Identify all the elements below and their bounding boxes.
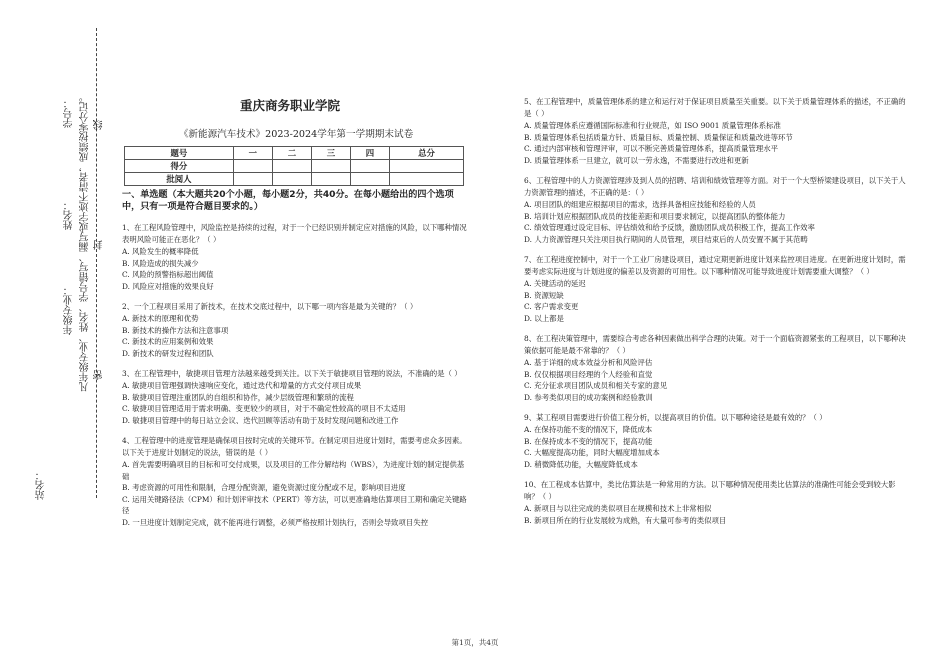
question-stem: 2、一个工程项目采用了新技术，在技术交底过程中，以下哪一项内容是最为关键的？（ ）: [122, 302, 418, 311]
right-column: [524, 96, 909, 526]
question-option: B. 新技术的操作方法和注意事项: [122, 325, 229, 335]
question: [524, 254, 909, 324]
question-stem: 4、工程管理中的进度管理是确保项目按时完成的关键环节。在制定项目进度计划时，需要考虑众多因素。以下关于进度计划制定的说法，错误的是（ ）: [122, 436, 467, 457]
cut-mark-secret: 密: [94, 370, 105, 380]
question-stem: 3、在工程管理中，敏捷项目管理方法越来越受到关注。以下关于敏捷项目管理的说法，不准确的是（ ）: [122, 369, 462, 378]
question-option: A. 质量管理体系应遵循国际标准和行业规范，如 ISO 9001 质量管理体系标准: [524, 121, 781, 130]
question-option: B. 敏捷项目管理注重团队的自组织和协作，减少层级管理和繁琐的流程: [122, 392, 354, 402]
question-option: A. 风险发生的概率降低: [122, 247, 199, 256]
question-option: C. 绩效管理通过设定目标、评估绩效和给予反馈，激励团队成员积极工作，提高工作效率: [524, 223, 815, 232]
cut-mark-seal: 封: [94, 240, 105, 250]
question: [122, 368, 470, 426]
score-cell: [390, 160, 464, 173]
question-option: C. 大幅度提高功能，同时大幅度增加成本: [524, 448, 660, 457]
question-option: C. 客户需求变更: [524, 302, 579, 311]
question-option: D. 稍微降低功能，大幅度降低成本: [524, 459, 638, 469]
question-option: B. 考虑资源的可用性和限制，合理分配资源，避免资源过度分配或不足，影响项目进度: [122, 483, 406, 492]
score-cell: [233, 160, 272, 173]
question-option: C. 新技术的应用案例和效果: [122, 337, 214, 346]
score-header-cell: 三: [311, 147, 350, 160]
question-option: B. 风险造成的损失减少: [122, 258, 199, 268]
question-stem: 6、工程管理中的人力资源管理涉及到人员的招聘、培训和绩效管理等方面。对于一个大型桥梁建设项目，以下关于人力资源管理的描述，不正确的是：（ ）: [524, 176, 906, 197]
question-stem: 8、在工程决策管理中，需要综合考虑各种因素做出科学合理的决策。对于一个面临资源紧张的工程项目，以下哪种决策依据可能是最不常靠的？（ ）: [524, 334, 906, 355]
score-cell: [311, 160, 350, 173]
question-option: D. 一旦进度计划制定完成，就不能再进行调整，必须严格按照计划执行，否则会导致项目失控: [122, 517, 428, 527]
score-cell: [390, 173, 464, 186]
score-table-header-row: [125, 147, 464, 160]
score-table: [124, 146, 464, 186]
question-option: A. 在保持功能不变的情况下，降低成本: [524, 425, 653, 434]
question-stem: 1、在工程风险管理中，风险监控是持续的过程，对于一个已经识别并制定应对措施的风险，以下哪种情况表明风险可能正在恶化？（ ）: [122, 223, 467, 244]
question: [122, 222, 470, 292]
section-heading: 一、单选题（本大题共20个小题，每小题2分，共40分。在每小题给出的四个选项中，只有一项是符合题目要求的。）: [122, 190, 454, 212]
question-option: B. 培训计划应根据团队成员的技能差距和项目要求制定，以提高团队的整体能力: [524, 211, 786, 221]
score-header-cell: 二: [272, 147, 311, 160]
score-header-cell: 总分: [390, 147, 464, 160]
class-label: 年级专业：: [64, 285, 75, 335]
left-column: [122, 96, 470, 528]
question-option: D. 人力资源管理只关注项目执行期间的人员管理，项目结束后的人员安置不属于其范畴: [524, 234, 808, 244]
binding-margin: [0, 0, 110, 672]
question-option: D. 参考类似项目的成功案例和经验教训: [524, 392, 653, 402]
school-name: 重庆商务职业学院: [239, 98, 340, 113]
question-stem: 9、某工程项目需要进行价值工程分析，以提高项目的价值。以下哪种途径是最有效的？（ ）: [524, 413, 827, 422]
score-header-cell: 题号: [125, 147, 234, 160]
question-option: D. 以上都是: [524, 313, 564, 323]
question-option: B. 仅仅根据项目经理的个人经验和直觉: [524, 369, 653, 379]
question-option: A. 敏捷项目管理强调快速响应变化，通过迭代和增量的方式交付项目成果: [122, 381, 362, 390]
question-option: B. 资源短缺: [524, 290, 564, 300]
question-option: B. 在保持成本不变的情况下，提高功能: [524, 436, 653, 446]
question-option: C. 敏捷项目管理适用于需求明确、变更较少的项目，对于不确定性较高的项目不太适用: [122, 404, 406, 413]
question-stem: 5、在工程管理中，质量管理体系的建立和运行对于保证项目质量至关重要。以下关于质量管理体系的描述，不正确的是（ ）: [524, 97, 906, 118]
question-option: A. 新技术的原理和优势: [122, 314, 199, 323]
question-stem: 7、在工程进度控制中，对于一个工业厂房建设项目，通过定期更新进度计划来监控项目进度。在更新进度计划时，需要考虑实际进度与计划进度的偏差以及资源的可用性。以下哪种情况可能导致进度计划需要重大调整？（ ）: [524, 255, 906, 276]
question-option: D. 质量管理体系一旦建立，就可以一劳永逸，不需要进行改进和更新: [524, 155, 749, 165]
question-option: B. 质量管理体系包括质量方针、质量目标、质量控制、质量保证和质量改进等环节: [524, 132, 793, 142]
score-header-cell: 四: [350, 147, 389, 160]
question-option: A. 新项目与以往完成的类似项目在规模和技术上非常相似: [524, 504, 712, 513]
name-label: 姓名：: [64, 200, 75, 230]
score-table-row: [125, 160, 464, 173]
score-cell: [350, 160, 389, 173]
exam-page: [112, 0, 950, 672]
seal-dashed-line: [96, 28, 97, 498]
question: [122, 301, 470, 359]
question-option: A. 关键活动的延迟: [524, 279, 586, 288]
score-header-cell: 一: [233, 147, 272, 160]
exam-title: 《新能源汽车技术》2023-2024学年第一学期期末试卷: [178, 129, 414, 140]
score-cell: [311, 173, 350, 186]
score-table-row: [125, 173, 464, 186]
page-footer: 第1页，共4页: [451, 638, 499, 647]
question-option: C. 通过内部审核和管理评审，可以不断完善质量管理体系，提高质量管理水平: [524, 144, 778, 153]
question-option: A. 基于详细的成本效益分析和风险评估: [524, 358, 653, 367]
score-cell: [233, 173, 272, 186]
question: [524, 412, 909, 470]
question-option: B. 新项目所在的行业发展较为成熟，有大量可参考的类似项目: [524, 515, 727, 525]
question-option: D. 风险应对措施的效果良好: [122, 281, 214, 291]
question: [122, 435, 470, 528]
question-option: D. 新技术的研发过程和团队: [122, 348, 214, 358]
seal-note: 凡年级专业、姓名、学号错写、漏写或字迹不清者，成绩按零分记。: [80, 92, 91, 392]
score-cell: [272, 160, 311, 173]
question-option: A. 项目团队的组建应根据项目的需求，选择具备相应技能和经验的人员: [524, 200, 756, 209]
venue-label: 站名：: [36, 470, 47, 500]
question: [524, 333, 909, 403]
student-id-label: 学号：: [64, 98, 75, 128]
question-option: C. 运用关键路径法（CPM）和计划评审技术（PERT）等方法，可以更准确地估算项目工期和确定关键路径: [122, 494, 467, 515]
score-cell: [272, 173, 311, 186]
question-stem: 10、在工程成本估算中，类比估算法是一种常用的方法。以下哪种情况使用类比估算法的准确性可能会受到较大影响？（ ）: [524, 480, 896, 501]
question-option: D. 敏捷项目管理中的每日站立会议、迭代回顾等活动有助于及时发现问题和改进工作: [122, 415, 399, 425]
question-option: C. 充分征求项目团队成员和相关专家的意见: [524, 381, 668, 390]
question: [524, 175, 909, 245]
score-cell: [350, 173, 389, 186]
cut-mark-line: 线: [94, 120, 105, 130]
question: [524, 96, 909, 166]
question-option: A. 首先需要明确项目的目标和可交付成果，以及项目的工作分解结构（WBS），为进度计划的制定提供基础: [122, 460, 465, 481]
question-option: C. 风险的预警指标超出阈值: [122, 270, 214, 279]
score-row-label: 得分: [125, 160, 234, 173]
question: [524, 479, 909, 526]
grader-row-label: 批阅人: [125, 173, 234, 186]
